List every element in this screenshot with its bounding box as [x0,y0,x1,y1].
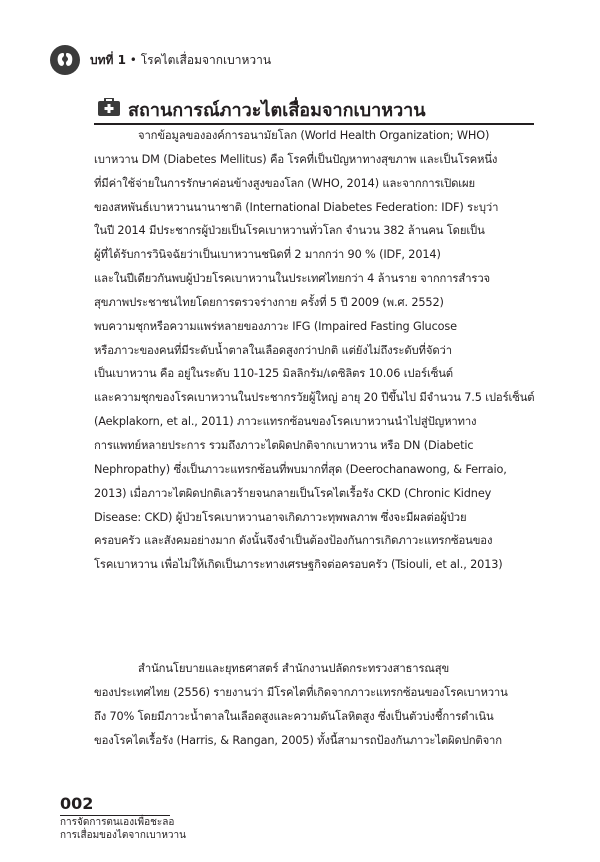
text-line: เบาหวาน DM (Diabetes Mellitus) คือ โรคที่เป็นปัญหาทางสุขภาพ และเป็นโรคหนึ่ง [94,152,498,166]
page-footer [60,795,186,842]
text-line: ของสหพันธ์เบาหวานนานาชาติ (International Diabetes Federation: IDF) ระบุว่า [94,200,499,214]
paragraph-2 [94,657,524,752]
book-title-line-2: การเสื่อมของไตจากเบาหวาน [60,830,186,841]
text-line: Disease: CKD) ผู้ป่วยโรคเบาหวานอาจเกิดภาวะทุพพลภาพ ซึ่งจะมีผลต่อผู้ป่วย [94,510,467,524]
text-line: ของประเทศไทย (2556) รายงานว่า มีโรคไตที่เกิดจากภาวะแทรกซ้อนของโรคเบาหวาน [94,685,508,699]
text-line: 2013) เมื่อภาวะไตผิดปกติเลวร้ายจนกลายเป็นโรคไตเรื้อรัง CKD (Chronic Kidney [94,486,492,500]
paragraph-1 [94,124,535,577]
text-line: ผู้ที่ได้รับการวินิจฉัยว่าเป็นเบาหวานชนิดที่ 2 มากกว่า 90 % (IDF, 2014) [94,248,441,262]
text-line: โรคเบาหวาน เพื่อไม่ให้เกิดเป็นภาระทางเศรษฐกิจต่อครอบครัว (Tsiouli, et al., 2013) [94,558,503,572]
text-line: หรือภาวะของคนที่มีระดับน้ำตาลในเลือดสูงกว่าปกติ แต่ยังไม่ถึงระดับที่จัดว่า [94,343,452,357]
text-line: และความชุกของโรคเบาหวานในประชากรวัยผู้ใหญ่ อายุ 20 ปีขึ้นไป มีจำนวน 7.5 เปอร์เซ็นต์ [94,391,535,405]
text-line: จากข้อมูลขององค์การอนามัยโลก (World Health Organization; WHO) [138,129,490,142]
text-line: Nephropathy) ซึ่งเป็นภาวะแทรกซ้อนที่พบมากที่สุด (Deerochanawong, & Ferraio, [94,462,507,476]
text-line: (Aekplakorn, et al., 2011) ภาวะแทรกซ้อนของโรคเบาหวานนำไปสู่ปัญหาทาง [94,415,477,429]
text-line: สำนักนโยบายและยุทธศาสตร์ สำนักงานปลัดกระทรวงสาธารณสุข [138,662,450,675]
text-line: ของโรคไตเรื้อรัง (Harris, & Rangan, 2005) ทั้งนี้สามารถป้องกันภาวะไตผิดปกติจาก [94,733,502,747]
chapter-title: โรคไตเสื่อมจากเบาหวาน [140,52,272,67]
text-line: พบความชุกหรือความแพร่หลายของภาวะ IFG (Impaired Fasting Glucose [94,319,457,333]
text-line: การแพทย์หลายประการ รวมถึงภาวะไตผิดปกติจากเบาหวาน หรือ DN (Diabetic [94,438,474,452]
text-line: ครอบครัว และสังคมอย่างมาก ดังนั้นจึงจำเป็นต้องป้องกันการเกิดภาวะแทรกซ้อนของ [94,534,493,548]
chapter-separator: • [129,52,137,67]
chapter-heading [90,51,271,70]
page-number: 002 [60,794,94,813]
text-line: เป็นเบาหวาน คือ อยู่ในระดับ 110-125 มิลลิกรัม/เดซิลิตร 10.06 เปอร์เซ็นต์ [94,367,453,381]
chapter-label: บทที่ 1 [90,52,126,67]
text-line: ในปี 2014 มีประชากรผู้ป่วยเป็นโรคเบาหวานทั่วโลก จำนวน 382 ล้านคน โดยเป็น [94,224,485,238]
running-header [50,44,271,76]
text-line: ที่มีค่าใช้จ่ายในการรักษาค่อนข้างสูงของโลก (WHO, 2014) และจากการเปิดเผย [94,176,475,190]
section-heading [94,93,534,121]
section-title: สถานการณ์ภาวะไตเสื่อมจากเบาหวาน [128,100,426,121]
book-title-line-1: การจัดการตนเองเพื่อชะลอ [60,817,175,828]
text-line: และในปีเดียวกันพบผู้ป่วยโรคเบาหวานในประเทศไทยกว่า 4 ล้านราย จากการสำรวจ [94,272,490,286]
medical-kit-icon [98,98,120,116]
kidney-icon [50,45,80,75]
text-line: ถึง 70% โดยมีภาวะน้ำตาลในเลือดสูงและความดันโลหิตสูง ซึ่งเป็นตัวบ่งชี้การดำเนิน [94,709,494,723]
text-line: สุขภาพประชาชนไทยโดยการตรวจร่างกาย ครั้งที่ 5 ปี 2009 (พ.ศ. 2552) [94,295,444,309]
